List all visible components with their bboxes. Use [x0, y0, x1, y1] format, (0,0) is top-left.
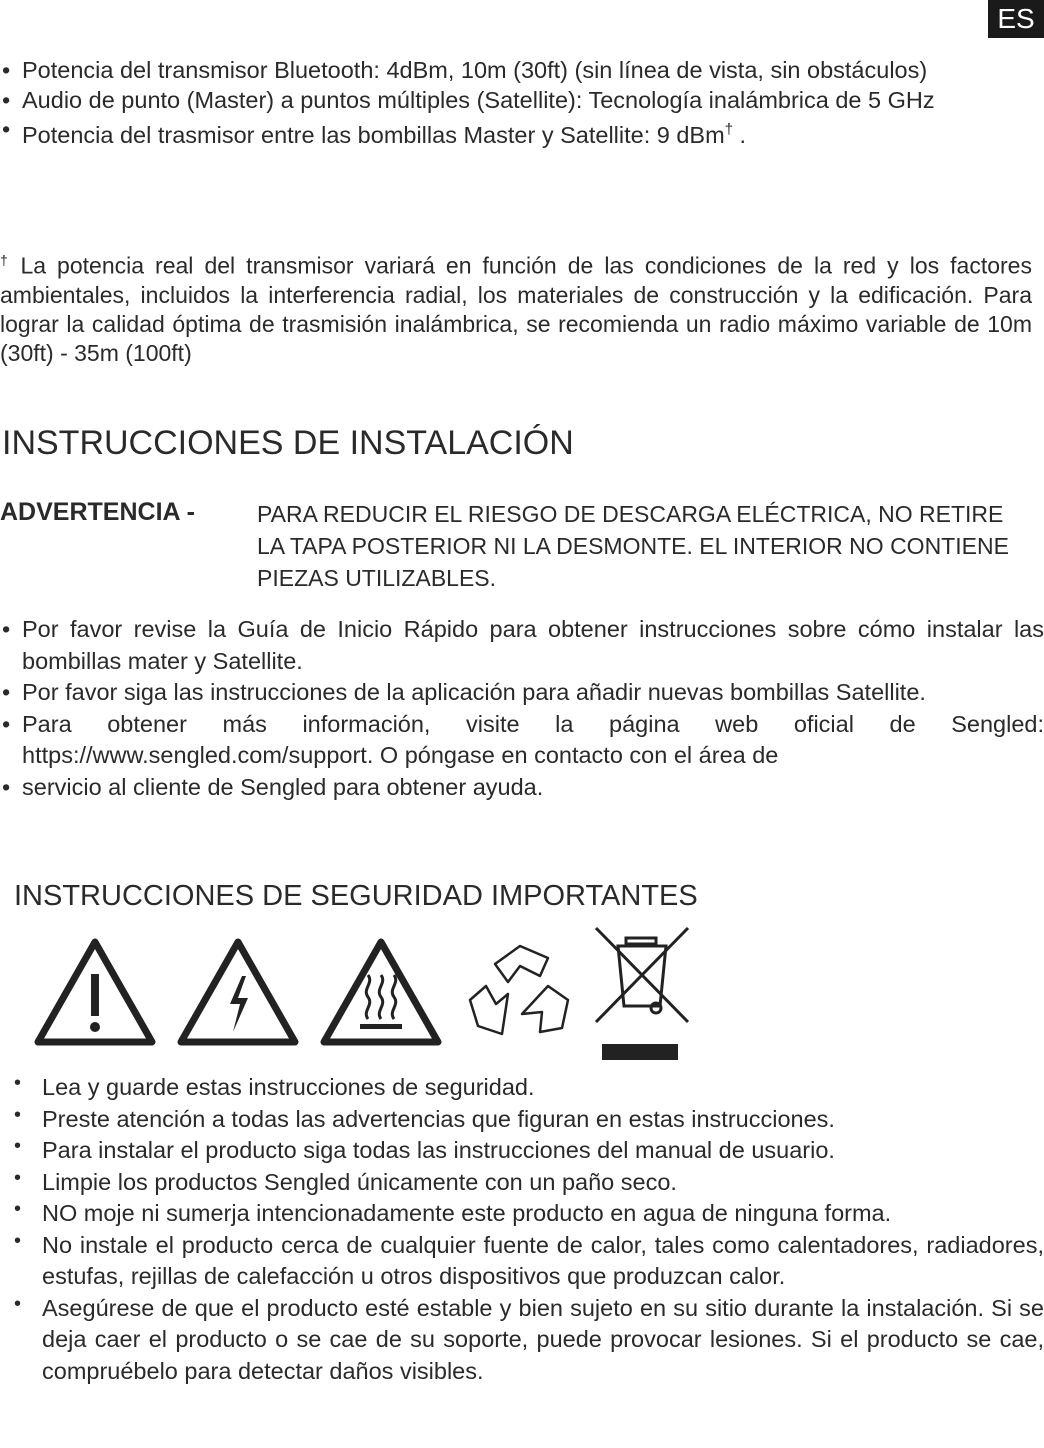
list-item: • No instale el producto cerca de cualquier fuente de calor, tales como calentadores, radiadores, estufas, rejillas de calefacción u otros dispositivos que produzcan calor.: [0, 1230, 1044, 1293]
safety-symbols: [0, 924, 700, 1064]
warning-label: ADVERTENCIA -: [0, 498, 195, 526]
list-item: • Por favor siga las instrucciones de la aplicación para añadir nuevas bombillas Satellite.: [0, 677, 1044, 709]
list-item: • Potencia del trasmisor entre las bombillas Master y Satellite: 9 dBm† .: [0, 115, 1032, 150]
list-item: • NO moje ni sumerja intencionadamente este producto en agua de ninguna forma.: [0, 1198, 1044, 1230]
list-item: • Para obtener más información, visite la página web oficial de Sengled: https://www.sengled.com/support. O póngase en contacto con el área de: [0, 709, 1044, 772]
list-item: • Lea y guarde estas instrucciones de seguridad.: [0, 1072, 1044, 1104]
list-item: • Potencia del transmisor Bluetooth: 4dBm, 10m (30ft) (sin línea de vista, sin obstáculos): [0, 56, 1032, 86]
list-item: • Para instalar el producto siga todas las instrucciones del manual de usuario.: [0, 1135, 1044, 1167]
list-item: • Por favor revise la Guía de Inicio Rápido para obtener instrucciones sobre cómo instalar las bombillas mater y Satellite.: [0, 614, 1044, 677]
footnote-marker: †: [0, 252, 13, 268]
warning-triangle-icon: [38, 942, 152, 1042]
list-item: • servicio al cliente de Sengled para obtener ayuda.: [0, 772, 1044, 804]
list-item: • Asegúrese de que el producto esté estable y bien sujeto en su sitio durante la instalación. Si se deja caer el producto o se cae de su soporte, puede provocar lesiones. Si el producto se cae, compruébelo para detectar daños visibles.: [0, 1293, 1044, 1388]
recycle-icon: [470, 946, 568, 1034]
spec-list: [0, 56, 1032, 150]
weee-crossed-bin-icon: [596, 928, 688, 1060]
list-item: • Audio de punto (Master) a puntos múltiples (Satellite): Tecnología inalámbrica de 5 GHz: [0, 86, 1032, 116]
list-item: • Limpie los productos Sengled únicamente con un paño seco.: [0, 1167, 1044, 1199]
install-heading: INSTRUCCIONES DE INSTALACIÓN: [2, 424, 574, 462]
safety-list: [0, 1072, 1044, 1387]
footnote-marker: †: [724, 121, 734, 138]
warning-text: PARA REDUCIR EL RIESGO DE DESCARGA ELÉCTRICA, NO RETIRE LA TAPA POSTERIOR NI LA DESMONTE. EL INTERIOR NO CONTIENE PIEZAS UTILIZABLES.: [257, 501, 1009, 591]
hot-surface-icon: [324, 942, 438, 1042]
footnote: † La potencia real del transmisor variará en función de las condiciones de la red y los factores ambientales, incluidos la interferencia radial, los materiales de construcción y la edificación. Para lograr la calidad óptima de trasmisión inalámbrica, se recomienda un radio máximo variable de 10m (30ft) - 35m (100ft): [0, 252, 1032, 366]
language-badge: ES: [988, 0, 1044, 38]
electric-shock-icon: [181, 942, 295, 1042]
list-item: • Preste atención a todas las advertencias que figuran en estas instrucciones.: [0, 1104, 1044, 1136]
safety-heading: INSTRUCCIONES DE SEGURIDAD IMPORTANTES: [14, 880, 698, 912]
install-list: [0, 614, 1044, 803]
